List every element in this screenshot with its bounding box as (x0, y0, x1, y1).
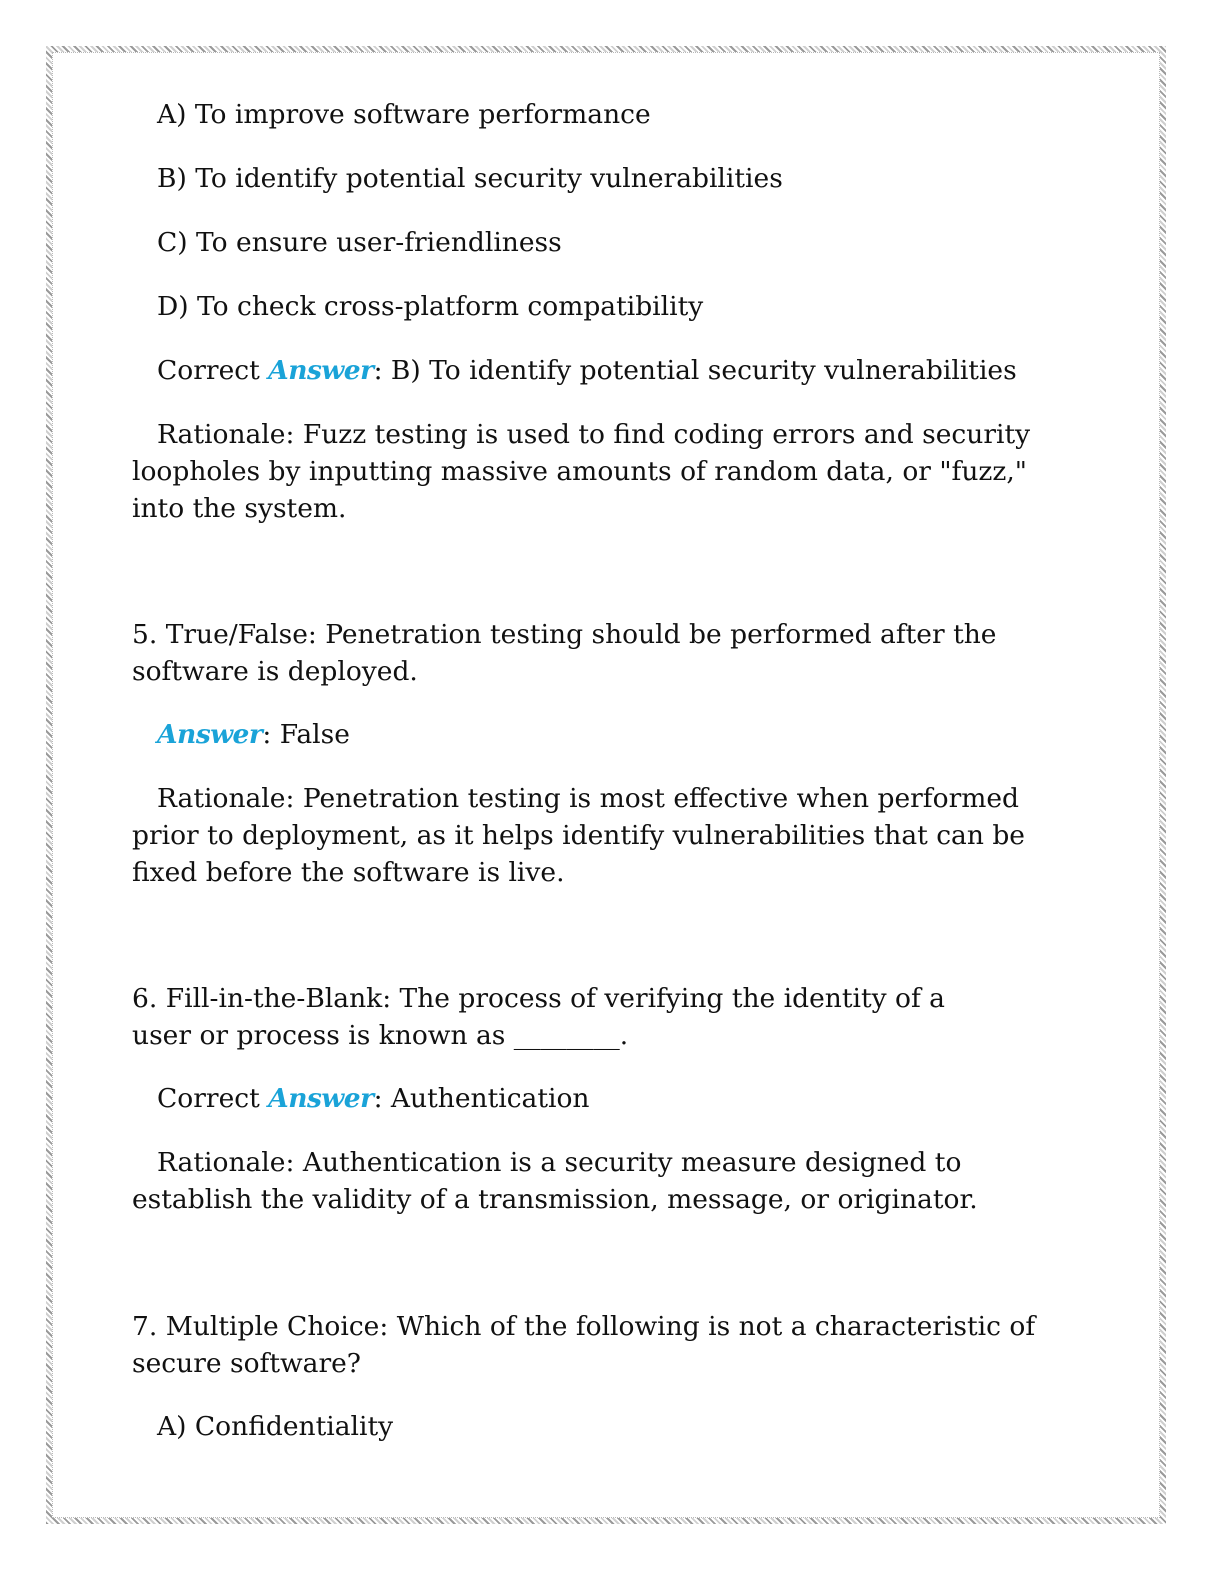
q5-answer (132, 716, 350, 753)
q4-option-a: A) To improve software performance (157, 99, 651, 130)
q4-answer-prefix: Correct (157, 355, 269, 386)
q6-answer (132, 1080, 590, 1117)
q6-question: 6. Fill-in-the-Blank: The process of verifying the identity of a user or process is known as ________. (132, 983, 945, 1051)
q5-answer-text: : False (262, 719, 350, 750)
q6-answer-prefix: Correct (157, 1083, 269, 1114)
q4-option-c: C) To ensure user-friendliness (157, 227, 562, 258)
q5-question: 5. True/False: Penetration testing should be performed after the software is deployed. (132, 619, 997, 687)
q7-question: 7. Multiple Choice: Which of the following is not a characteristic of secure software? (132, 1311, 1036, 1379)
q4-answer-text: : B) To identify potential security vulnerabilities (373, 355, 1017, 386)
q4-rationale: Rationale: Fuzz testing is used to find coding errors and security loopholes by inputting massive amounts of random data, or "fuzz," into the system. (132, 419, 1031, 524)
q4-answer (132, 352, 1017, 389)
q4-answer-word: Answer (268, 355, 374, 386)
q5-answer-word: Answer (157, 719, 263, 750)
q6-answer-text: : Authentication (373, 1083, 590, 1114)
q7-option-a: A) Confidentiality (157, 1411, 394, 1442)
q6-answer-word: Answer (268, 1083, 374, 1114)
q4-option-d: D) To check cross-platform compatibility (157, 291, 704, 322)
q6-rationale: Rationale: Authentication is a security measure designed to establish the validity of a transmission, message, or originator. (132, 1147, 978, 1215)
q4-option-b: B) To identify potential security vulnerabilities (157, 163, 783, 194)
q5-rationale: Rationale: Penetration testing is most effective when performed prior to deployment, as it helps identify vulnerabilities that can be fixed before the software is live. (132, 783, 1025, 888)
